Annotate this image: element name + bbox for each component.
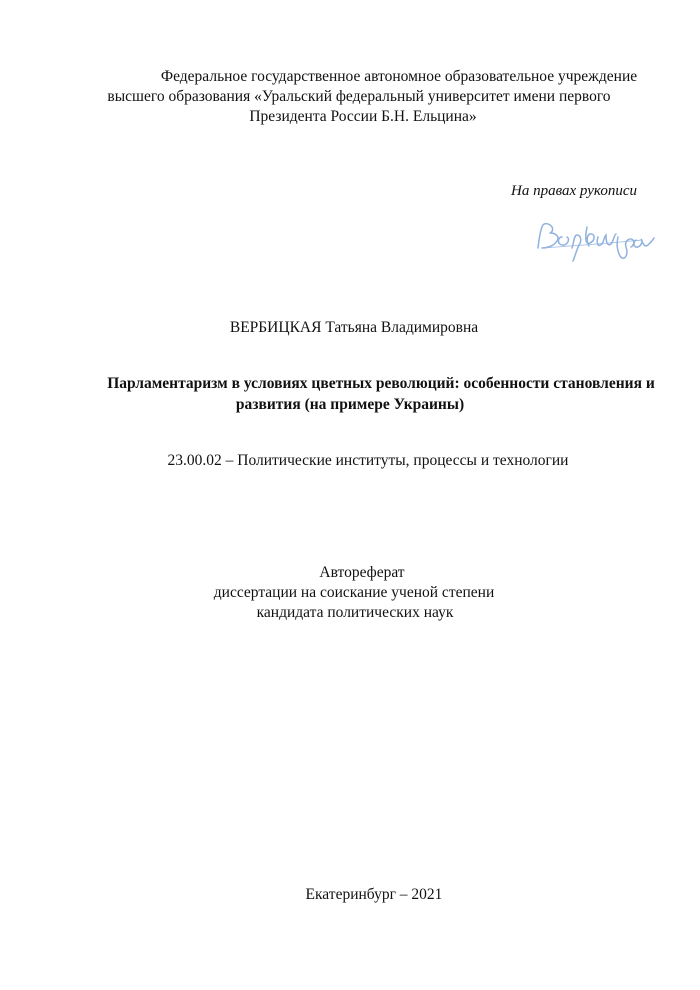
author-name: ВЕРБИЦКАЯ Татьяна Владимировна bbox=[229, 319, 479, 336]
title-line-2: развития (на примере Украины) bbox=[235, 396, 465, 413]
abstract-description bbox=[0, 563, 700, 623]
institution-line-1: Федеральное государственное автономное образовательное учреждение bbox=[160, 68, 638, 85]
city-and-year: Екатеринбург – 2021 bbox=[305, 886, 443, 903]
institution-line-3: Президента России Б.Н. Ельцина» bbox=[249, 108, 477, 125]
handwritten-signature bbox=[532, 217, 658, 265]
institution-header bbox=[0, 67, 700, 127]
institution-line-2: высшего образования «Уральский федеральный университет имени первого bbox=[107, 88, 611, 105]
dissertation-title bbox=[0, 373, 700, 415]
manuscript-rights-note: На правах рукописи bbox=[511, 183, 637, 199]
abstract-line-3: кандидата политических наук bbox=[256, 604, 454, 621]
specialty-code: 23.00.02 – Политические институты, процессы и технологии bbox=[167, 452, 569, 469]
abstract-line-1: Автореферат bbox=[319, 564, 405, 581]
abstract-line-2: диссертации на соискание ученой степени bbox=[213, 584, 495, 601]
title-line-1: Парламентаризм в условиях цветных революций: особенности становления и bbox=[107, 375, 655, 392]
